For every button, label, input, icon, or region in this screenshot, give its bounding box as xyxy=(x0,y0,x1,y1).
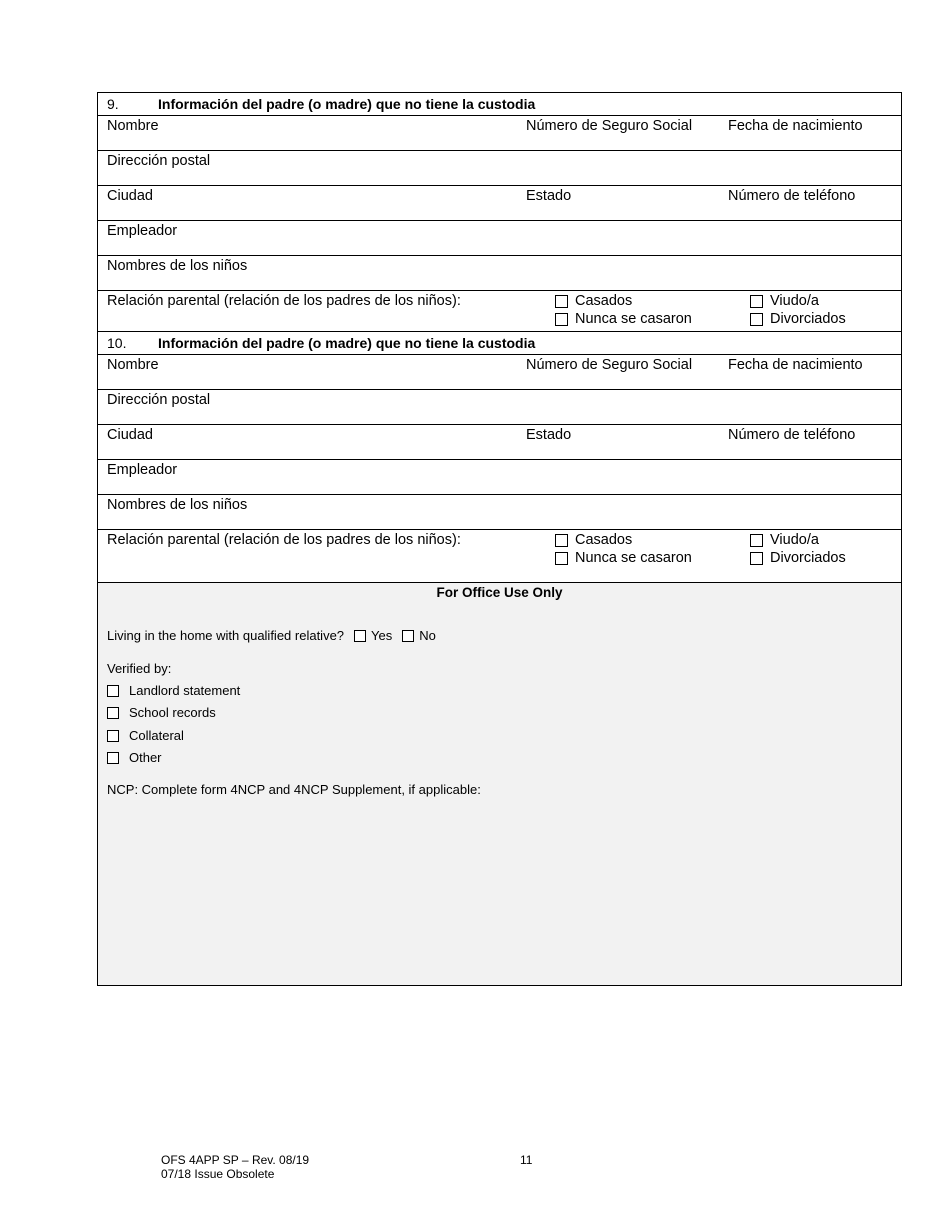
checkbox-icon xyxy=(107,707,119,719)
checkbox-label: Collateral xyxy=(129,728,184,743)
checkbox-label: Viudo/a xyxy=(770,293,819,309)
label-dob: Fecha de nacimiento xyxy=(728,357,863,373)
checkbox-label: Casados xyxy=(575,293,633,309)
checkbox-label: Other xyxy=(129,750,162,765)
checkbox-yes[interactable] xyxy=(354,628,392,643)
ncp-instruction: NCP: Complete form 4NCP and 4NCP Supplement, if applicable: xyxy=(107,782,481,797)
page-number: 11 xyxy=(520,1153,533,1167)
verified-by-label: Verified by: xyxy=(107,661,172,676)
checkbox-school-records[interactable] xyxy=(107,705,216,720)
label-address: Dirección postal xyxy=(107,153,211,169)
checkbox-icon xyxy=(354,630,366,642)
checkbox-icon xyxy=(107,685,119,697)
checkbox-icon xyxy=(750,295,763,308)
form-id: OFS 4APP SP – Rev. 08/19 xyxy=(161,1153,310,1167)
checkbox-icon xyxy=(750,534,763,547)
checkbox-never-married[interactable] xyxy=(555,549,692,567)
obsolete-note: 07/18 Issue Obsolete xyxy=(161,1167,275,1181)
row-children[interactable] xyxy=(98,256,901,291)
living-question: Living in the home with qualified relative? xyxy=(107,628,345,643)
checkbox-icon xyxy=(750,552,763,565)
label-state: Estado xyxy=(526,427,572,443)
living-question-line xyxy=(107,628,436,643)
label-dob: Fecha de nacimiento xyxy=(728,118,863,134)
checkbox-label: School records xyxy=(129,705,216,720)
checkbox-label: Divorciados xyxy=(770,550,846,566)
row-name[interactable] xyxy=(98,116,901,151)
row-employer[interactable] xyxy=(98,221,901,256)
checkbox-never-married[interactable] xyxy=(555,310,692,328)
checkbox-label: Nunca se casaron xyxy=(575,550,692,566)
section-number: 9. xyxy=(107,96,119,112)
label-employer: Empleador xyxy=(107,462,178,478)
checkbox-icon xyxy=(107,752,119,764)
label-address: Dirección postal xyxy=(107,392,211,408)
checkbox-label: Nunca se casaron xyxy=(575,311,692,327)
label-phone: Número de teléfono xyxy=(728,188,856,204)
row-name[interactable] xyxy=(98,355,901,390)
label-state: Estado xyxy=(526,188,572,204)
checkbox-icon xyxy=(555,552,568,565)
checkbox-landlord-statement[interactable] xyxy=(107,683,240,698)
label-phone: Número de teléfono xyxy=(728,427,856,443)
row-relation xyxy=(98,291,901,332)
section-title: Información del padre (o madre) que no tiene la custodia xyxy=(158,335,536,351)
row-address[interactable] xyxy=(98,151,901,186)
checkbox-other[interactable] xyxy=(107,750,162,765)
label-relation: Relación parental (relación de los padres de los niños): xyxy=(107,293,461,309)
row-city[interactable] xyxy=(98,186,901,221)
row-address[interactable] xyxy=(98,390,901,425)
checkbox-icon xyxy=(555,295,568,308)
row-children[interactable] xyxy=(98,495,901,530)
row-relation xyxy=(98,530,901,583)
checkbox-icon xyxy=(750,313,763,326)
footer xyxy=(161,1153,309,1181)
checkbox-widowed[interactable] xyxy=(750,292,819,310)
checkbox-no[interactable] xyxy=(402,628,436,643)
checkbox-label: Divorciados xyxy=(770,311,846,327)
checkbox-label: Casados xyxy=(575,532,633,548)
checkbox-label: Landlord statement xyxy=(129,683,241,698)
label-relation: Relación parental (relación de los padres de los niños): xyxy=(107,532,461,548)
office-use-title: For Office Use Only xyxy=(436,585,563,600)
label-employer: Empleador xyxy=(107,223,178,239)
checkbox-divorced[interactable] xyxy=(750,549,846,567)
checkbox-label: No xyxy=(419,628,436,643)
checkbox-icon xyxy=(555,534,568,547)
checkbox-label: Yes xyxy=(371,628,393,643)
label-ssn: Número de Seguro Social xyxy=(526,118,693,134)
form-table xyxy=(97,92,902,986)
label-city: Ciudad xyxy=(107,188,153,204)
row-employer[interactable] xyxy=(98,460,901,495)
checkbox-divorced[interactable] xyxy=(750,310,846,328)
section-title: Información del padre (o madre) que no tiene la custodia xyxy=(158,96,536,112)
section-10-header xyxy=(98,332,901,355)
checkbox-collateral[interactable] xyxy=(107,728,184,743)
checkbox-married[interactable] xyxy=(555,292,632,310)
checkbox-icon xyxy=(107,730,119,742)
label-name: Nombre xyxy=(107,357,159,373)
section-number: 10. xyxy=(107,335,127,351)
checkbox-widowed[interactable] xyxy=(750,531,819,549)
checkbox-icon xyxy=(555,313,568,326)
row-city[interactable] xyxy=(98,425,901,460)
label-children: Nombres de los niños xyxy=(107,497,248,513)
checkbox-label: Viudo/a xyxy=(770,532,819,548)
label-name: Nombre xyxy=(107,118,159,134)
label-children: Nombres de los niños xyxy=(107,258,248,274)
checkbox-married[interactable] xyxy=(555,531,632,549)
label-city: Ciudad xyxy=(107,427,153,443)
section-9-header xyxy=(98,93,901,116)
checkbox-icon xyxy=(402,630,414,642)
office-use-panel xyxy=(98,583,901,985)
label-ssn: Número de Seguro Social xyxy=(526,357,693,373)
